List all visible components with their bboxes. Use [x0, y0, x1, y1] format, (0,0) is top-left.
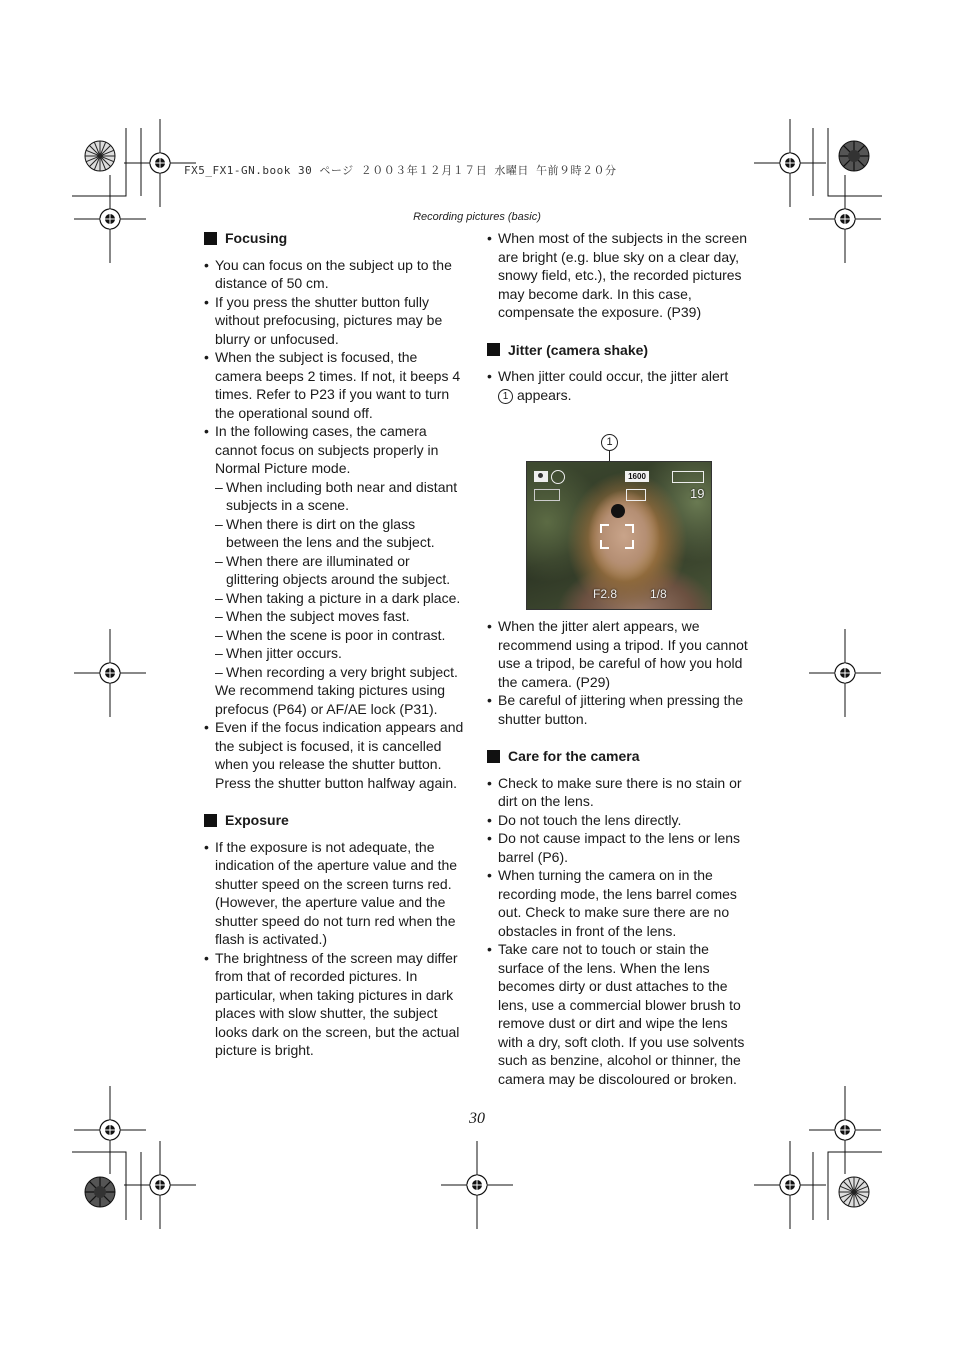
aperture-value: F2.8 — [593, 587, 618, 601]
list-item: • Check to make sure there is no stain or dirt on the lens. — [487, 774, 749, 811]
lcd-screen-photo — [526, 461, 712, 610]
list-item: • You can focus on the subject up to the distance of 50 cm. — [204, 256, 466, 293]
jitter-alert-list — [487, 367, 749, 404]
list-item: • The brightness of the screen may differ from that of recorded pictures. In particular, when taking pictures in dark places with slow shutter, the subject looks dark on the screen, but the actual picture is bright. — [204, 949, 466, 1060]
case-item: – When recording a very bright subject. — [215, 663, 466, 682]
list-item: • Do not touch the lens directly. — [487, 811, 749, 830]
case-item: – When jitter occurs. — [215, 644, 466, 663]
list-item: • If you press the shutter button fully without prefocusing, pictures may be blurry or unfocused. — [204, 293, 466, 349]
right-column — [487, 229, 749, 1088]
section-jitter-title — [487, 341, 749, 360]
case-item: – When the scene is poor in contrast. — [215, 626, 466, 645]
section-title-text: Jitter (camera shake) — [508, 341, 649, 358]
af-mode-icon — [534, 489, 560, 501]
iso-indicator: 1600 — [625, 471, 649, 482]
list-item: • If the exposure is not adequate, the indication of the aperture value and the shutter speed on the screen turns red. (However, the aperture value and the shutter speed do not turn red when the flash is activated.) — [204, 838, 466, 949]
section-title-text: Focusing — [225, 230, 288, 246]
figure-callout-marker: 1 — [601, 434, 618, 451]
list-item: • Even if the focus indication appears and the subject is focused, it is cancelled when you release the shutter button. Press the shutter button halfway again. — [204, 718, 466, 792]
section-care-title — [487, 747, 749, 766]
page-number: 30 — [469, 1110, 485, 1127]
list-item: • When most of the subjects in the screen are bright (e.g. blue sky on a clear day, snowy field, etc.), the recorded pictures may become dark. In this case, compensate the exposure. (P39) — [487, 229, 749, 322]
list-item: • When the jitter alert appears, we recommend using a tripod. If you cannot use a tripod, be careful of how you hold the camera. (P29) — [487, 617, 749, 691]
list-item: • Do not cause impact to the lens or lens barrel (P6). — [487, 829, 749, 866]
section-exposure-title — [204, 811, 466, 830]
jitter-alert-suffix: appears. — [517, 386, 572, 403]
list-item — [204, 422, 466, 718]
left-column — [204, 229, 466, 1060]
list-item — [487, 367, 749, 404]
recommend-text: We recommend taking pictures using prefocus (P64) or AF/AE lock (P31). — [215, 682, 446, 717]
section-square-icon — [487, 343, 500, 356]
focus-cases-list — [215, 478, 466, 682]
camera-mode-icon — [534, 471, 548, 482]
section-focusing-title — [204, 229, 466, 248]
list-item-text: In the following cases, the camera cannot focus on subjects properly in Normal Picture mode. — [215, 423, 439, 476]
exposure-list — [204, 838, 466, 1060]
case-item: – When taking a picture in a dark place. — [215, 589, 466, 608]
camera-screen-figure — [526, 432, 712, 612]
shutter-speed-value: 1/8 — [650, 587, 667, 601]
jitter-alert-text: When jitter could occur, the jitter alert — [498, 368, 729, 384]
list-item: • Be careful of jittering when pressing the shutter button. — [487, 691, 749, 728]
af-area-frame — [600, 524, 634, 549]
focus-indicator-dot — [611, 504, 625, 518]
list-item: • When turning the camera on in the recording mode, the lens barrel comes out. Check to make sure there are no obstacles in front of the lens. — [487, 866, 749, 940]
section-square-icon — [204, 232, 217, 245]
case-item: – When including both near and distant subjects in a scene. — [215, 478, 466, 515]
callout-marker: 1 — [498, 389, 513, 404]
frames-remaining: 19 — [690, 486, 705, 501]
jitter-tips-list — [487, 617, 749, 728]
print-header: FX5_FX1-GN.book 30 ページ ２００３年１２月１７日 水曜日 午前９時２０分 — [184, 164, 617, 177]
focusing-list — [204, 256, 466, 793]
bright-subject-list — [487, 229, 749, 322]
care-list — [487, 774, 749, 1089]
case-item: – When there are illuminated or glittering objects around the subject. — [215, 552, 466, 589]
list-item: • Take care not to touch or stain the surface of the lens. When the lens becomes dirty or dust attaches to the lens, use a commercial blower brush to remove dust or dirt and wipe the lens with a dry, soft cloth. If you use solvents such as benzine, alcohol or thinner, the camera may be discoloured or broken. — [487, 940, 749, 1088]
jitter-alert-icon — [626, 489, 646, 501]
list-item: • When the subject is focused, the camera beeps 2 times. If not, it beeps 4 times. Refer to P23 if you want to turn the operational sound off. — [204, 348, 466, 422]
section-square-icon — [204, 814, 217, 827]
section-title-text: Care for the camera — [508, 748, 640, 764]
flash-off-icon — [551, 470, 565, 484]
running-head: Recording pictures (basic) — [413, 211, 541, 223]
battery-icon — [672, 471, 704, 483]
section-title-text: Exposure — [225, 812, 289, 828]
section-square-icon — [487, 750, 500, 763]
case-item: – When there is dirt on the glass between the lens and the subject. — [215, 515, 466, 552]
case-item: – When the subject moves fast. — [215, 607, 466, 626]
